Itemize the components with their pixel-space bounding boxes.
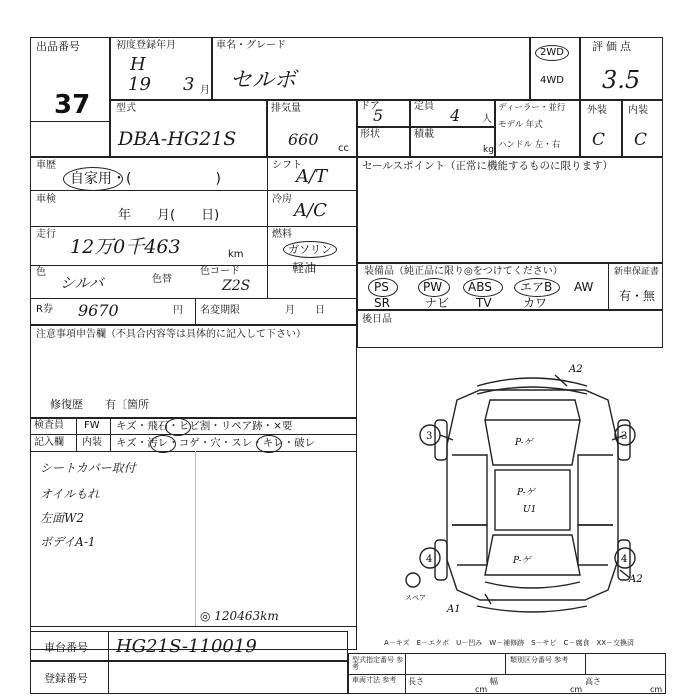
era: H <box>130 54 146 75</box>
color-label: 色 <box>36 267 46 278</box>
damage-legend: A－キズ E－エクボ U－凹み W－補修跡 S－サビ C－腐食 XX－交換済 <box>384 639 635 647</box>
entry-label: 記入欄 <box>34 437 64 448</box>
mark-a1: A1 <box>447 604 461 615</box>
year: 19 <box>128 74 151 95</box>
transfer-fields: 月 日 <box>285 305 325 316</box>
color-value: シルバ <box>60 274 104 292</box>
equipment-abs-circle <box>463 278 503 297</box>
load-unit: kg <box>483 145 494 155</box>
width-cm: cm <box>570 685 583 694</box>
odometer-note: ◎ 120463km <box>200 609 279 623</box>
car-diagram <box>405 360 660 620</box>
equipment-ps: PS <box>374 280 389 294</box>
inspection-fields: 年 月( 日) <box>118 208 220 223</box>
exterior-label: 外装 <box>587 105 607 116</box>
length-label: 長さ <box>408 677 424 686</box>
mileage-label: 走行 <box>36 229 56 240</box>
interior-items-label: 内装 <box>82 437 102 448</box>
mark-a2-rear: A2 <box>629 574 643 585</box>
chassis-label: 車台番号 <box>44 641 88 654</box>
load-label: 積載 <box>414 129 434 140</box>
equipment-aw: AW <box>574 280 594 294</box>
equipment-ps-circle <box>368 278 398 297</box>
lot-lower-cell <box>30 122 110 157</box>
color-code-value: Z2S <box>222 278 251 294</box>
doors-value: 5 <box>373 106 384 125</box>
interior-value: C <box>634 130 648 150</box>
inspection-box <box>30 418 357 650</box>
width-label: 幅 <box>490 677 498 686</box>
dealer-label: ディーラー・並行 <box>498 103 566 113</box>
mark-a2-top: A2 <box>569 364 583 375</box>
model-label: 型式 <box>116 103 136 114</box>
equipment-airbag-circle <box>514 278 560 297</box>
fuel-label: 燃料 <box>272 229 292 240</box>
equipment-leather: カワ <box>523 296 548 310</box>
class-label: 類別区分番号 参考 <box>510 656 569 664</box>
model-value: DBA-HG21S <box>118 128 237 150</box>
rating-label: 評価点 <box>592 40 634 53</box>
exterior-value: C <box>592 130 606 150</box>
equipment-label: 装備品（純正品に限り◎をつけてください） <box>364 266 563 277</box>
wear-circle <box>256 435 282 453</box>
history-options: 自家用・( ) <box>70 171 221 187</box>
interior-items: キズ・汚レ・コゲ・穴・スレ・キレ・破レ <box>116 437 316 449</box>
interior-label: 内装 <box>628 105 648 116</box>
notes-label: 注意事項申告欄（不具合内容等は具体的に記入して下さい） <box>36 329 306 340</box>
chassis-value: HG21S-110019 <box>116 636 257 657</box>
recycle-value: 9670 <box>78 301 119 320</box>
shape-label: 形状 <box>360 129 380 140</box>
color-code-label: 色コード <box>200 266 240 277</box>
shift-value: A/T <box>296 166 328 187</box>
fuel-diesel: 軽油 <box>292 261 317 275</box>
inspection-label: 車検 <box>36 194 56 205</box>
lot-number: 37 <box>54 90 91 120</box>
dims-label: 車両寸法 参考 <box>352 676 397 684</box>
lot-number-label: 出品番号 <box>36 40 80 53</box>
mark-u1: U1 <box>523 505 537 515</box>
displacement-label: 排気量 <box>271 103 301 114</box>
fw-items: キズ・飛石・ヒビ割・リペア跡・×要 <box>116 420 293 432</box>
height-label: 高さ <box>585 677 601 686</box>
registration-label: 登録番号 <box>44 672 88 685</box>
rating: 3.5 <box>602 66 641 94</box>
car-name: セルボ <box>230 68 297 93</box>
handle-label: ハンドル 左・右 <box>498 140 561 150</box>
type-designation-label: 型式指定番号 参考 <box>352 656 404 671</box>
mark-hood: P-ゲ <box>515 438 533 448</box>
length-cm: cm <box>475 685 488 694</box>
warranty-label: 新車保証書 <box>614 267 660 277</box>
warranty-value: 有・無 <box>619 289 656 303</box>
equipment-pw-circle <box>418 278 450 297</box>
history-circle <box>63 167 123 191</box>
car-name-label: 車名・グレード <box>216 40 286 51</box>
shift-label: シフト <box>272 160 302 171</box>
equipment-sr: SR <box>374 296 390 310</box>
equipment-pw: PW <box>423 280 443 294</box>
displacement-value: 660 <box>288 130 319 149</box>
drive-4wd: 4WD <box>540 75 564 86</box>
capacity-value: 4 <box>450 106 461 125</box>
ac-value: A/C <box>294 200 327 221</box>
month: 3 <box>183 74 195 95</box>
equipment-navi: ナビ <box>425 296 450 310</box>
displacement-unit: cc <box>338 143 349 154</box>
stain-circle <box>150 435 176 453</box>
color-change-label: 色替 <box>152 274 172 285</box>
remark-4: ボデイA-1 <box>40 535 96 549</box>
fuel-gasoline: ガソリン <box>283 241 337 258</box>
mark-4-right: 4 <box>621 554 628 565</box>
sales-point-box <box>357 157 663 263</box>
doors-label: ドア <box>360 101 380 112</box>
aftermarket-box <box>357 310 663 348</box>
history-label: 車歴 <box>36 160 56 171</box>
mark-roof: P-ゲ <box>517 488 535 498</box>
capacity-unit: 人 <box>482 114 492 125</box>
transfer-label: 名変期限 <box>200 305 240 316</box>
remark-3: 左面W2 <box>40 511 84 525</box>
equipment-tv: TV <box>476 296 492 310</box>
month-unit: 月 <box>200 85 210 96</box>
mileage-unit: km <box>228 249 244 260</box>
mileage-value: 12万0千463 <box>70 236 181 258</box>
recycle-label: R券 <box>36 304 53 315</box>
spare-label: スペア <box>405 594 426 602</box>
mark-4-left: 4 <box>426 554 433 565</box>
mark-trunk: P-ゲ <box>513 556 531 566</box>
stone-chip-circle <box>165 418 191 436</box>
capacity-label: 定員 <box>414 101 434 112</box>
model-year-label: モデル 年式 <box>498 120 543 130</box>
aftermarket-label: 後日品 <box>362 314 392 325</box>
repair-label: 修復歴 有〔箇所 <box>50 398 149 411</box>
equipment-abs: ABS <box>468 280 492 294</box>
drive-2wd: 2WD <box>535 45 569 61</box>
height-cm: cm <box>650 685 663 694</box>
remark-1: シートカバー取付 <box>40 461 136 475</box>
equipment-airbag: エアB <box>520 280 553 294</box>
inspector-label: 検査員 <box>34 420 64 431</box>
recycle-unit: 円 <box>173 305 183 316</box>
sales-point-label: セールスポイント（正常に機能するものに限ります） <box>362 160 614 172</box>
mark-3-left: 3 <box>426 431 433 442</box>
mark-3-right: 3 <box>621 431 628 442</box>
fw-label: FW <box>84 420 100 431</box>
ac-label: 冷房 <box>272 194 292 205</box>
first-reg-label: 初度登録年月 <box>116 40 176 51</box>
remark-2: オイルもれ <box>40 487 100 501</box>
